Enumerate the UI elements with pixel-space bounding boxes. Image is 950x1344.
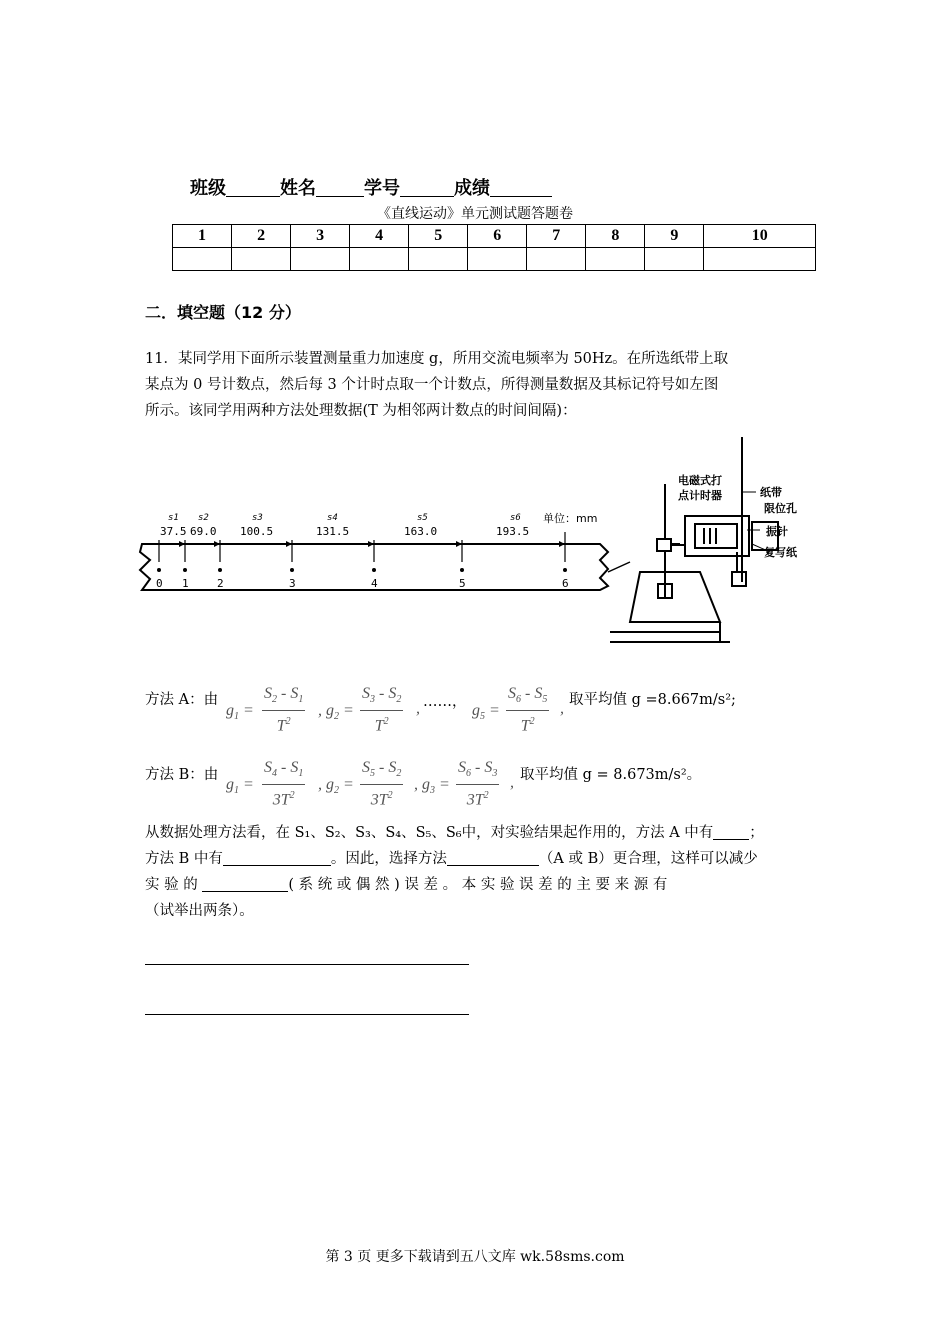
method-b-prefix: 方法 B：由: [145, 767, 219, 783]
blank-choose-method[interactable]: [447, 849, 539, 866]
segment-value: 131.5: [316, 525, 350, 538]
answer-cell[interactable]: [704, 248, 816, 271]
segment-label: s2: [198, 513, 209, 523]
analysis-text-line: （A 或 B）更合理，这样可以减少: [538, 851, 758, 867]
analysis-text-line: 方法 B 中有: [145, 851, 223, 867]
student-id-label: 学号: [364, 178, 400, 199]
experiment-figure: [130, 432, 830, 657]
class-label: 班级: [190, 178, 226, 199]
method-a-ellipsis: ……，: [423, 694, 467, 710]
question-line: 某点为 0 号计数点，然后每 3 个计时点取一个计数点，所得测量数据及其标记符号如左图: [145, 377, 719, 393]
point-label: 0: [156, 577, 163, 590]
needle-label: 振针: [766, 525, 788, 538]
answer-number: 3: [291, 225, 350, 248]
question-line: 11．某同学用下面所示装置测量重力加速度 g，所用交流电频率为 50Hz。在所选纸带上取: [145, 351, 729, 367]
point-label: 3: [289, 577, 296, 590]
blank-method-b[interactable]: [223, 849, 331, 866]
point-label: 5: [459, 577, 466, 590]
segment-value: 69.0: [190, 525, 217, 538]
segment-value: 163.0: [404, 525, 438, 538]
segment-label: s5: [417, 513, 428, 523]
answer-sheet-title: 《直线运动》单元测试题答题卷: [377, 206, 573, 222]
question-text: [145, 346, 817, 424]
method-a-prefix: 方法 A：由: [145, 692, 219, 708]
answer-table-answer-row: [173, 248, 816, 271]
analysis-text-line: ( 系 统 或 偶 然 ) 误 差 。 本 实 验 误 差 的 主 要 来 源 有: [288, 877, 668, 893]
answer-number: 6: [468, 225, 527, 248]
answer-line[interactable]: [145, 1014, 469, 1015]
blank-method-a[interactable]: [713, 823, 749, 840]
segment-label: s4: [327, 513, 338, 523]
analysis-text-line: 从数据处理方法看，在 S₁、S₂、S₃、S₄、S₅、S₆中，对实验结果起作用的，方法 A 中有: [145, 825, 714, 841]
segment-label: s3: [252, 513, 263, 523]
punctuation: ；: [749, 825, 764, 841]
answer-number: 8: [586, 225, 645, 248]
answer-table: [172, 224, 816, 271]
method-b-result: 取平均值 g = 8.673m/s²。: [520, 767, 702, 783]
answer-cell[interactable]: [468, 248, 527, 271]
point-label: 4: [371, 577, 378, 590]
answer-cell[interactable]: [409, 248, 468, 271]
section-title: 二．填空题（12 分）: [145, 303, 301, 322]
answer-number: 1: [173, 225, 232, 248]
answer-cell[interactable]: [291, 248, 350, 271]
answer-number: 7: [527, 225, 586, 248]
carbon-paper-label: 复写纸: [764, 546, 797, 559]
answer-number: 2: [232, 225, 291, 248]
segment-value: 100.5: [240, 525, 274, 538]
segment-label: s6: [510, 513, 521, 523]
blank-error-type[interactable]: [202, 875, 288, 892]
answer-number: 9: [645, 225, 704, 248]
segment-value: 193.5: [496, 525, 530, 538]
answer-number: 10: [704, 225, 816, 248]
answer-cell[interactable]: [173, 248, 232, 271]
segment-value: 37.5: [160, 525, 187, 538]
hole-label: 限位孔: [764, 502, 797, 515]
analysis-text-line: 。因此，选择方法: [330, 851, 447, 867]
point-label: 2: [217, 577, 224, 590]
analysis-text: [145, 820, 817, 924]
score-label: 成绩: [454, 178, 490, 199]
name-label: 姓名: [280, 178, 316, 199]
answer-number: 4: [350, 225, 409, 248]
timer-label: 点计时器: [678, 489, 722, 502]
student-info-line: [190, 174, 552, 200]
analysis-text-line: 实 验 的: [145, 877, 198, 893]
class-blank[interactable]: [226, 178, 280, 197]
unit-label: 单位：mm: [543, 512, 598, 525]
question-line: 所示。该同学用两种方法处理数据(T 为相邻两计数点的时间间隔)：: [145, 403, 577, 419]
answer-line[interactable]: [145, 964, 469, 965]
point-label: 6: [562, 577, 569, 590]
student-id-blank[interactable]: [400, 178, 454, 197]
name-blank[interactable]: [316, 178, 364, 197]
timer-label: 电磁式打: [678, 474, 722, 487]
tape-label: 纸带: [760, 486, 782, 499]
answer-table-header-row: [173, 225, 816, 248]
answer-cell[interactable]: [527, 248, 586, 271]
answer-cell[interactable]: [645, 248, 704, 271]
point-label: 1: [182, 577, 189, 590]
tape-connector: [608, 562, 630, 572]
answer-cell[interactable]: [232, 248, 291, 271]
answer-cell[interactable]: [586, 248, 645, 271]
score-blank[interactable]: [490, 178, 552, 197]
timer-apparatus: [610, 437, 778, 642]
page-footer: 第 3 页 更多下载请到五八文库 wk.58sms.com: [325, 1249, 625, 1265]
answer-cell[interactable]: [350, 248, 409, 271]
answer-number: 5: [409, 225, 468, 248]
analysis-text-line: （试举出两条）。: [145, 903, 254, 919]
segment-label: s1: [168, 513, 179, 523]
method-a-result: 取平均值 g =8.667m/s²;: [569, 692, 736, 708]
